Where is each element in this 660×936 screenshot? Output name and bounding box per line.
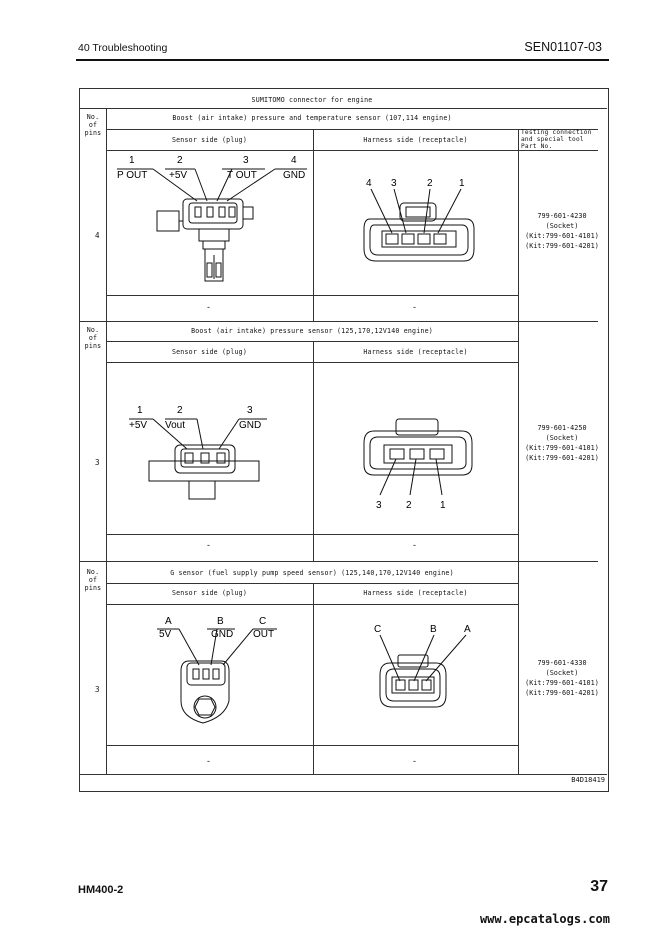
table-divider [79,321,598,322]
sensor3-pin-a-name: 5V [159,629,172,640]
harness1-pin-2-num: 2 [427,178,433,189]
watermark-url: www.epcatalogs.com [479,912,610,926]
boost-temp-sensor-plug-drawing [107,151,313,295]
harness2-pin-3-num: 3 [376,500,382,511]
sensor2-pin-2-num: 2 [177,405,183,416]
sensor2-pin-2-name: Vout [165,420,186,431]
page-number: 37 [590,878,608,895]
g-sensor-harness-receptacle-drawing [314,605,518,745]
table-divider [79,88,80,790]
harness2-pin-1-num: 1 [440,500,446,511]
section-2-harness-dash: - [413,540,416,550]
table-divider [106,341,518,342]
harness3-pin-c-num: C [374,624,382,635]
sensor1-pin-2-num: 2 [177,155,183,166]
pins-header-3: No. of pins [84,568,102,592]
section-1-pin-count: 4 [95,231,100,240]
table-title: SUMITOMO connector for engine [251,96,373,104]
sensor2-pin-1-num: 1 [137,405,143,416]
sensor3-pin-b-name: GND [211,629,234,640]
section-3-pin-count: 3 [95,685,100,694]
figure-code: B4D18419 [571,776,605,784]
sensor1-pin-1-num: 1 [129,155,135,166]
g-sensor-plug-drawing [107,605,313,745]
sensor2-pin-3-num: 3 [247,405,253,416]
harness2-pin-2-num: 2 [406,500,412,511]
section-3-sensor-side: Sensor side (plug) [171,589,248,597]
sensor1-pin-3-num: 3 [243,155,249,166]
sensor1-pin-1-name: P OUT [117,170,148,181]
sensor1-pin-4-num: 4 [291,155,297,166]
boost-sensor-plug-drawing [107,363,313,534]
section-3-harness-dash: - [413,756,416,766]
section-1-harness-dash: - [413,302,416,312]
table-divider [106,583,518,584]
header-rule [76,59,609,61]
table-divider [106,534,518,535]
testing-header: Testing connection and special tool Part No. [521,129,592,150]
section-title: 40 Troubleshooting [78,42,168,54]
harness3-pin-a-num: A [464,624,471,635]
sensor1-pin-3-name: T OUT [227,170,257,181]
harness1-pin-4-num: 4 [366,178,372,189]
section-3-title: G sensor (fuel supply pump speed sensor) (125,140,170,12V140 engine) [170,569,454,577]
pins-header-2: No. of pins [84,326,102,350]
section-2-part-number: 799-601-4250 (Socket) (Kit:799-601-4101) (Kit:799-601-4201) [525,424,599,462]
sensor3-pin-b-num: B [217,616,224,627]
boost-temp-harness-receptacle-drawing [314,151,518,295]
sensor2-pin-1-name: +5V [129,420,148,431]
table-divider [79,774,607,775]
table-divider [79,561,598,562]
section-1-part-number: 799-601-4230 (Socket) (Kit:799-601-4101) (Kit:799-601-4201) [525,212,599,250]
section-1-sensor-side: Sensor side (plug) [171,136,248,144]
sensor3-pin-c-num: C [259,616,267,627]
table-divider [106,295,518,296]
section-3-sensor-dash: - [207,756,210,766]
section-2-title: Boost (air intake) pressure sensor (125,170,12V140 engine) [191,327,433,335]
section-2-sensor-dash: - [207,540,210,550]
pins-header-1: No. of pins [84,113,102,137]
boost-harness-receptacle-drawing [314,363,518,534]
harness1-pin-3-num: 3 [391,178,397,189]
section-3-harness-side: Harness side (receptacle) [363,589,468,597]
section-1-harness-side: Harness side (receptacle) [363,136,468,144]
sensor2-pin-3-name: GND [239,420,262,431]
table-divider [79,108,607,109]
sensor3-pin-c-name: OUT [253,629,275,640]
section-2-harness-side: Harness side (receptacle) [363,348,468,356]
section-1-sensor-dash: - [207,302,210,312]
machine-model: HM400-2 [78,884,124,896]
section-2-pin-count: 3 [95,458,100,467]
harness1-pin-1-num: 1 [459,178,465,189]
table-divider [106,745,518,746]
section-2-sensor-side: Sensor side (plug) [171,348,248,356]
document-code: SEN01107-03 [524,40,602,54]
section-3-part-number: 799-601-4330 (Socket) (Kit:799-601-4101) (Kit:799-601-4201) [525,659,599,697]
sensor3-pin-a-num: A [165,616,172,627]
section-1-title: Boost (air intake) pressure and temperature sensor (107,114 engine) [172,114,452,122]
harness3-pin-b-num: B [430,624,437,635]
sensor1-pin-4-name: GND [283,170,306,181]
sensor1-pin-2-name: +5V [169,170,188,181]
